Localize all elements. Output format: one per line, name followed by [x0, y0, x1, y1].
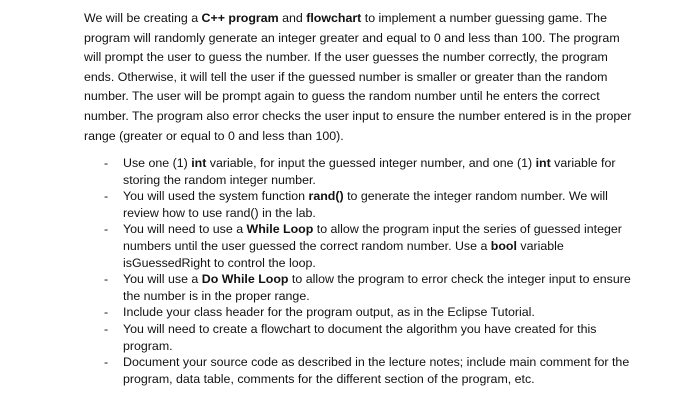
bullet-dash: - [104, 355, 109, 370]
list-item [104, 271, 644, 304]
bullet-dash: - [104, 305, 109, 320]
list-item-text: You will use a [123, 272, 202, 287]
list-item [104, 188, 644, 221]
bullet-dash: - [104, 321, 109, 336]
intro-bold-cpp-program: C++ program [201, 11, 279, 25]
bullet-dash: - [104, 156, 109, 170]
list-item-text: Use one (1) [123, 156, 192, 170]
list-item [104, 321, 644, 354]
list-item-text: Document your source code as described in the lecture notes; include main comment for the program, data table, comments for the different section of the program, etc. [123, 355, 630, 386]
intro-paragraph [84, 9, 640, 146]
list-item-bold: bool [490, 238, 517, 253]
list-item-text: variable, for input the guessed integer number, and one (1) [206, 156, 536, 170]
list-item [104, 304, 644, 321]
list-item-text: You will need to create a flowchart to document the algorithm you have created for this program. [123, 321, 597, 353]
list-item [104, 221, 644, 271]
intro-bold-flowchart: flowchart [306, 11, 362, 25]
list-item-text: You will need to use a [123, 222, 247, 237]
bullet-dash: - [104, 189, 109, 204]
list-item-text: variable isGuessedRight to control the loop. [123, 238, 564, 270]
intro-text: and [278, 11, 307, 25]
intro-text: to implement a number guessing game. The program will randomly generate an integer greater and equal to 0 and less than 100. The program will prompt the user to guess the number. If the user guesses the number correctly, the program ends. Otherwise, it will tell the user if the guessed number is smaller or greater than the random number. The user will be prompt again to guess the random number until he enters the correct number. The program also error checks the user input to ensure the number entered is in the proper range (greater or equal to 0 and less than 100). [84, 11, 632, 143]
list-item-bold: rand() [308, 189, 344, 204]
list-item-text: to allow the program to error check the integer input to ensure the number is in the proper range. [123, 272, 631, 303]
list-item-bold: While Loop [246, 222, 314, 237]
bullet-dash: - [104, 272, 109, 287]
list-item-text: to generate the integer random number. We will review how to use rand() in the lab. [123, 189, 608, 220]
list-item [104, 155, 644, 188]
list-item [104, 354, 644, 387]
list-item-text: variable for storing the random integer number. [123, 156, 616, 187]
list-item-bold: int [535, 156, 551, 170]
list-item-text: You will used the system function [123, 189, 309, 204]
bullet-dash: - [104, 222, 109, 237]
intro-text: We will be creating a [84, 11, 202, 25]
list-item-text: Include your class header for the program output, as in the Eclipse Tutorial. [123, 305, 535, 320]
requirements-list [104, 155, 644, 387]
list-item-bold: Do While Loop [201, 272, 289, 287]
list-item-bold: int [191, 156, 207, 170]
list-item-text: to allow the program input the series of guessed integer numbers until the user guessed the correct random number. Use a [123, 222, 622, 253]
